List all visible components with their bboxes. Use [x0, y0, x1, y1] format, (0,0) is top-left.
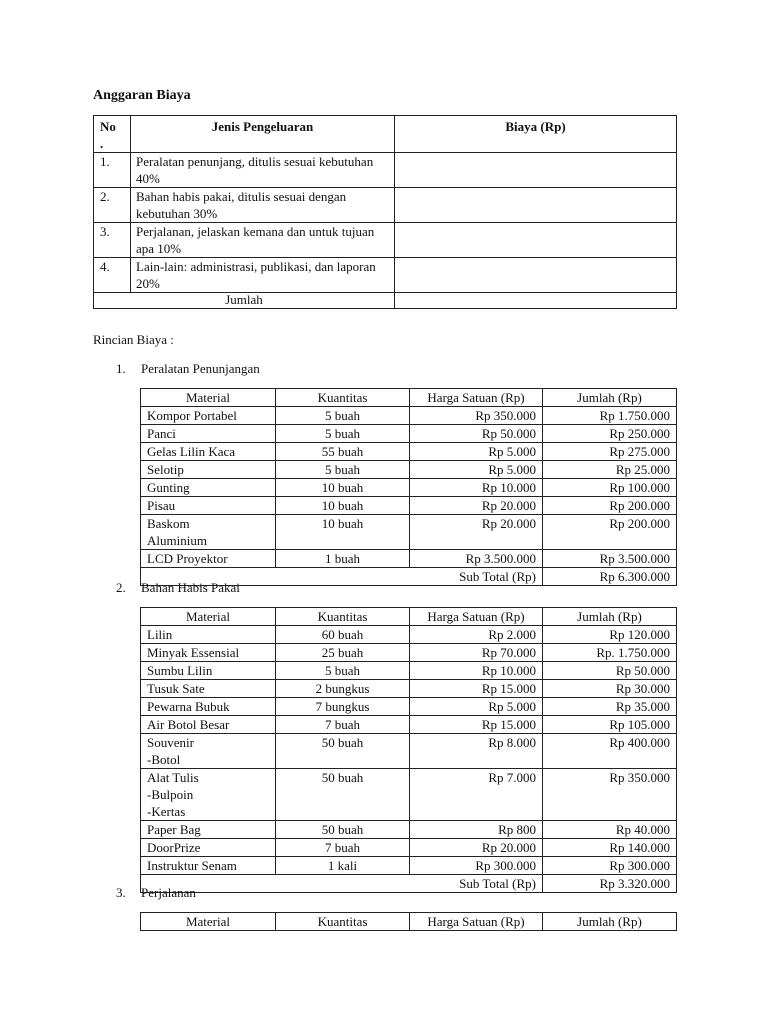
cell-material: DoorPrize — [141, 839, 276, 857]
header-biaya: Biaya (Rp) — [395, 116, 677, 153]
cell-material: Paper Bag — [141, 821, 276, 839]
section-heading — [116, 580, 240, 596]
header-jumlah: Jumlah (Rp) — [543, 389, 677, 407]
table-row — [94, 223, 677, 258]
section-number: 2. — [116, 580, 126, 595]
cell-harga: Rp 20.000 — [410, 515, 543, 550]
table-row — [141, 716, 677, 734]
table-row — [141, 857, 677, 875]
section-heading — [116, 361, 260, 377]
row-biaya — [395, 223, 677, 258]
cell-material: Pisau — [141, 497, 276, 515]
row-jenis: Peralatan penunjang, ditulis sesuai kebutuhan 40% — [131, 153, 395, 188]
cell-kuantitas: 5 buah — [276, 407, 410, 425]
total-label: Jumlah — [94, 293, 395, 309]
cell-jumlah: Rp 200.000 — [543, 497, 677, 515]
cell-jumlah: Rp 275.000 — [543, 443, 677, 461]
row-no: 2. — [94, 188, 131, 223]
row-jenis: Bahan habis pakai, ditulis sesuai dengan kebutuhan 30% — [131, 188, 395, 223]
cell-harga: Rp 10.000 — [410, 662, 543, 680]
cell-material: Lilin — [141, 626, 276, 644]
table-row — [141, 734, 677, 769]
table-row — [141, 821, 677, 839]
table-row — [141, 680, 677, 698]
table-header-row — [94, 116, 677, 153]
cell-jumlah: Rp 30.000 — [543, 680, 677, 698]
page-title: Anggaran Biaya — [93, 88, 191, 103]
cell-jumlah: Rp 25.000 — [543, 461, 677, 479]
table-row — [141, 425, 677, 443]
anggaran-table — [93, 115, 677, 309]
cell-harga: Rp 10.000 — [410, 479, 543, 497]
cell-harga: Rp 800 — [410, 821, 543, 839]
table-header-row — [141, 913, 677, 931]
cell-kuantitas: 25 buah — [276, 644, 410, 662]
header-no: No . — [94, 116, 131, 153]
total-row — [94, 293, 677, 309]
section-title: Perjalanan — [141, 885, 196, 900]
cell-kuantitas: 10 buah — [276, 497, 410, 515]
table-row — [141, 550, 677, 568]
cell-kuantitas: 50 buah — [276, 821, 410, 839]
cell-jumlah: Rp 3.500.000 — [543, 550, 677, 568]
cell-material: Gunting — [141, 479, 276, 497]
header-kuantitas: Kuantitas — [276, 608, 410, 626]
row-no: 1. — [94, 153, 131, 188]
table-row — [94, 153, 677, 188]
table-header-row — [141, 389, 677, 407]
header-kuantitas: Kuantitas — [276, 913, 410, 931]
cell-kuantitas: 50 buah — [276, 769, 410, 821]
cell-kuantitas: 5 buah — [276, 662, 410, 680]
cell-material: Tusuk Sate — [141, 680, 276, 698]
cell-harga: Rp 300.000 — [410, 857, 543, 875]
subtotal-row — [141, 875, 677, 893]
cell-material: Kompor Portabel — [141, 407, 276, 425]
cell-jumlah: Rp 300.000 — [543, 857, 677, 875]
cell-jumlah: Rp 100.000 — [543, 479, 677, 497]
header-harga: Harga Satuan (Rp) — [410, 389, 543, 407]
cell-material: LCD Proyektor — [141, 550, 276, 568]
cell-material: Alat Tulis -Bulpoin -Kertas — [141, 769, 276, 821]
table-row — [141, 407, 677, 425]
table-row — [141, 626, 677, 644]
table-row — [141, 443, 677, 461]
table-row — [141, 461, 677, 479]
cell-harga: Rp 5.000 — [410, 461, 543, 479]
perjalanan-table — [140, 912, 677, 931]
cell-material: Selotip — [141, 461, 276, 479]
subtotal-value: Rp 6.300.000 — [543, 568, 677, 586]
cell-kuantitas: 60 buah — [276, 626, 410, 644]
cell-material: Instruktur Senam — [141, 857, 276, 875]
table-row — [141, 479, 677, 497]
section-title: Peralatan Penunjangan — [141, 361, 260, 376]
cell-material: Panci — [141, 425, 276, 443]
cell-jumlah: Rp. 1.750.000 — [543, 644, 677, 662]
peralatan-table — [140, 388, 677, 586]
subtotal-value: Rp 3.320.000 — [543, 875, 677, 893]
cell-jumlah: Rp 35.000 — [543, 698, 677, 716]
cell-kuantitas: 7 buah — [276, 716, 410, 734]
cell-jumlah: Rp 400.000 — [543, 734, 677, 769]
cell-harga: Rp 8.000 — [410, 734, 543, 769]
subtotal-label: Sub Total (Rp) — [141, 568, 543, 586]
cell-material: Sumbu Lilin — [141, 662, 276, 680]
table-row — [141, 769, 677, 821]
cell-harga: Rp 50.000 — [410, 425, 543, 443]
cell-jumlah: Rp 350.000 — [543, 769, 677, 821]
table-row — [141, 839, 677, 857]
rincian-label: Rincian Biaya : — [93, 332, 174, 347]
cell-kuantitas: 1 buah — [276, 550, 410, 568]
table-row — [141, 515, 677, 550]
table-row — [141, 698, 677, 716]
section-number: 3. — [116, 885, 126, 900]
cell-kuantitas: 5 buah — [276, 461, 410, 479]
header-material: Material — [141, 608, 276, 626]
row-biaya — [395, 258, 677, 293]
cell-harga: Rp 7.000 — [410, 769, 543, 821]
table-row — [94, 188, 677, 223]
cell-material: Minyak Essensial — [141, 644, 276, 662]
table-row — [94, 258, 677, 293]
cell-jumlah: Rp 1.750.000 — [543, 407, 677, 425]
cell-harga: Rp 350.000 — [410, 407, 543, 425]
cell-jumlah: Rp 140.000 — [543, 839, 677, 857]
cell-harga: Rp 20.000 — [410, 839, 543, 857]
cell-harga: Rp 2.000 — [410, 626, 543, 644]
cell-material: Gelas Lilin Kaca — [141, 443, 276, 461]
row-jenis: Lain-lain: administrasi, publikasi, dan laporan 20% — [131, 258, 395, 293]
cell-harga: Rp 5.000 — [410, 443, 543, 461]
cell-jumlah: Rp 120.000 — [543, 626, 677, 644]
cell-kuantitas: 7 buah — [276, 839, 410, 857]
bahan-habis-pakai-table — [140, 607, 677, 893]
cell-kuantitas: 10 buah — [276, 515, 410, 550]
row-no: 4. — [94, 258, 131, 293]
header-material: Material — [141, 389, 276, 407]
section-title: Bahan Habis Pakai — [141, 580, 240, 595]
total-value — [395, 293, 677, 309]
section-heading — [116, 885, 196, 901]
row-biaya — [395, 153, 677, 188]
cell-kuantitas: 7 bungkus — [276, 698, 410, 716]
header-jumlah: Jumlah (Rp) — [543, 913, 677, 931]
section-number: 1. — [116, 361, 126, 376]
cell-kuantitas: 10 buah — [276, 479, 410, 497]
cell-harga: Rp 15.000 — [410, 716, 543, 734]
header-jumlah: Jumlah (Rp) — [543, 608, 677, 626]
cell-material: Baskom Aluminium — [141, 515, 276, 550]
table-row — [141, 662, 677, 680]
header-harga: Harga Satuan (Rp) — [410, 913, 543, 931]
cell-harga: Rp 15.000 — [410, 680, 543, 698]
cell-harga: Rp 70.000 — [410, 644, 543, 662]
cell-harga: Rp 20.000 — [410, 497, 543, 515]
cell-kuantitas: 55 buah — [276, 443, 410, 461]
row-jenis: Perjalanan, jelaskan kemana dan untuk tujuan apa 10% — [131, 223, 395, 258]
header-harga: Harga Satuan (Rp) — [410, 608, 543, 626]
cell-kuantitas: 5 buah — [276, 425, 410, 443]
cell-jumlah: Rp 250.000 — [543, 425, 677, 443]
cell-jumlah: Rp 50.000 — [543, 662, 677, 680]
row-biaya — [395, 188, 677, 223]
header-material: Material — [141, 913, 276, 931]
header-kuantitas: Kuantitas — [276, 389, 410, 407]
cell-kuantitas: 50 buah — [276, 734, 410, 769]
table-row — [141, 497, 677, 515]
header-jenis: Jenis Pengeluaran — [131, 116, 395, 153]
table-header-row — [141, 608, 677, 626]
cell-jumlah: Rp 40.000 — [543, 821, 677, 839]
cell-material: Air Botol Besar — [141, 716, 276, 734]
cell-material: Souvenir -Botol — [141, 734, 276, 769]
subtotal-label: Sub Total (Rp) — [141, 875, 543, 893]
cell-material: Pewarna Bubuk — [141, 698, 276, 716]
cell-harga: Rp 5.000 — [410, 698, 543, 716]
row-no: 3. — [94, 223, 131, 258]
cell-jumlah: Rp 105.000 — [543, 716, 677, 734]
table-row — [141, 644, 677, 662]
cell-kuantitas: 1 kali — [276, 857, 410, 875]
cell-kuantitas: 2 bungkus — [276, 680, 410, 698]
cell-jumlah: Rp 200.000 — [543, 515, 677, 550]
cell-harga: Rp 3.500.000 — [410, 550, 543, 568]
